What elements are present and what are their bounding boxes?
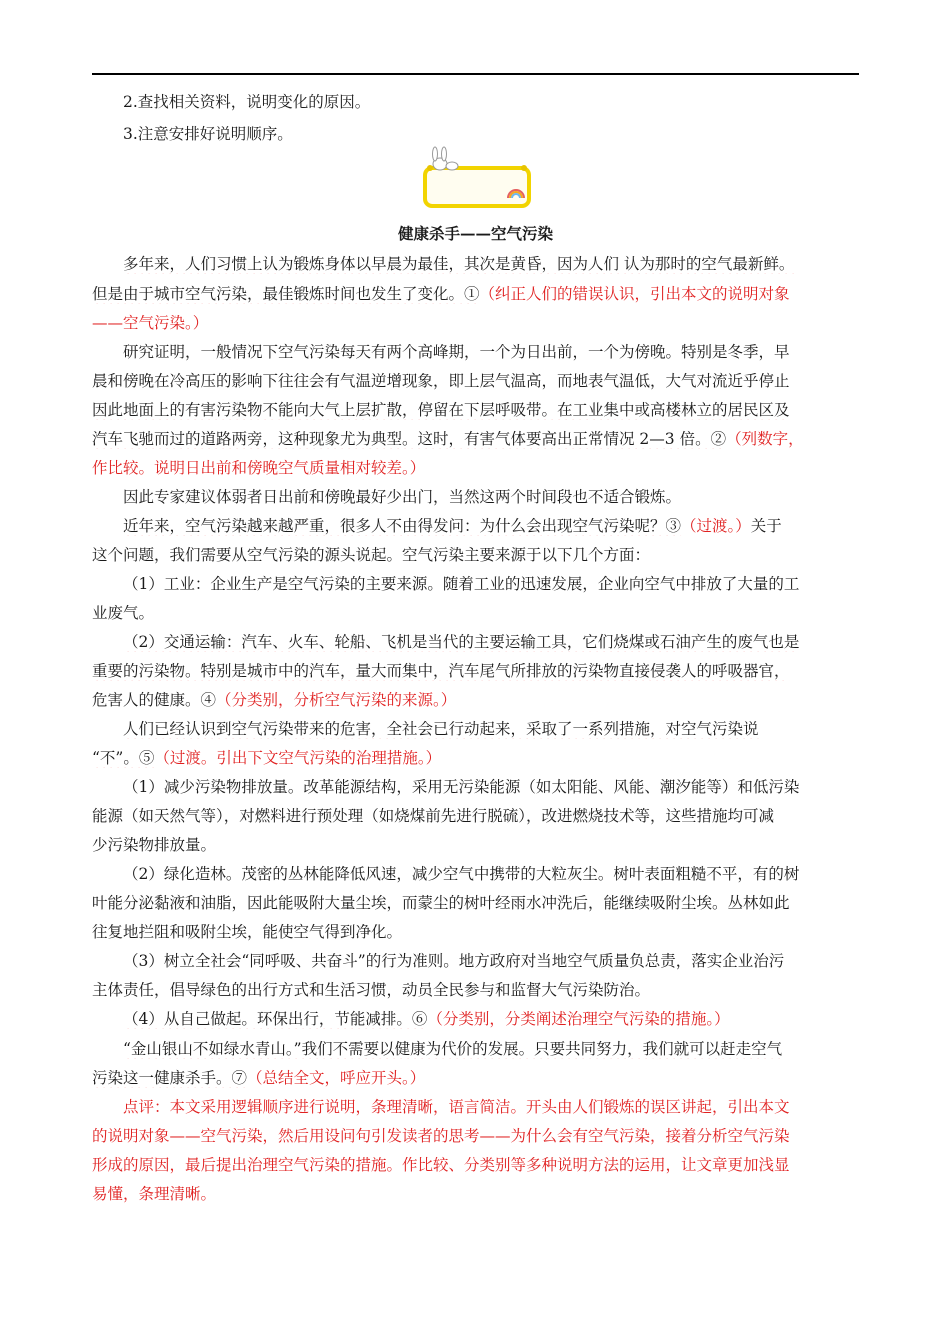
instruction-2: 2.查找相关资料，说明变化的原因。 — [123, 93, 371, 111]
p12-line — [92, 1039, 859, 1059]
p8-line-1: （1）减少污染物排放量。改革能源结构，采用无污染能源（如太阳能、风能、潮汐能等）和低污染 — [123, 778, 800, 796]
instruction-3: 3.注意安排好说明顺序。 — [123, 125, 293, 143]
p4-line-1-tail: 关于 — [750, 517, 782, 535]
p6-line — [92, 661, 859, 681]
p12-line — [92, 1068, 859, 1088]
p7-line-1: 人们已经认识到空气污染带来的危害，全社会已行动起来，采取了一系列措施，对空气污染说 — [123, 720, 759, 738]
p3-line: 因此专家建议体弱者日出前和傍晚最好少出门，当然这两个时间段也不适合锻炼。 — [123, 488, 682, 506]
p5-line-1: （1）工业：企业生产是空气污染的主要来源。随着工业的迅速发展，企业向空气中排放了大量的工 — [123, 575, 800, 593]
p7-line-2: “不”。⑤ — [92, 749, 155, 767]
p9-line-2: 叶能分泌黏液和油脂，因此能吸附大量尘埃，而蒙尘的树叶经雨水冲洗后，能继续吸附尘埃。丛林如此 — [92, 894, 790, 912]
annotation-2: （列数字， — [726, 430, 804, 448]
p8-line-3: 少污染物排放量。 — [92, 836, 217, 854]
p2-line-3: 因此地面上的有害污染物不能向大气上层扩散，停留在下层呼吸带。在工业集中或高楼林立的居民区及 — [92, 401, 790, 419]
comment-line-2: 的说明对象——空气污染，然后用设问句引发读者的思考——为什么会有空气污染，接着分析空气污染 — [92, 1127, 790, 1145]
document-page — [92, 0, 859, 1344]
p7-line — [92, 719, 859, 739]
p11-line-1: （4）从自己做起。环保出行，节能减排。⑥ — [123, 1010, 428, 1028]
comment-line-1: 点评：本文采用逻辑顺序进行说明，条理清晰，语言简洁。开头由人们锻炼的误区讲起，引出本文 — [123, 1098, 790, 1116]
p12-line-1: “金山银山不如绿水青山。”我们不需要以健康为代价的发展。只要共同努力，我们就可以赶走空气 — [123, 1040, 783, 1058]
p1-line — [92, 254, 859, 274]
p9-line-1: （2）绿化造林。茂密的丛林能降低风速，减少空气中携带的大粒灰尘。树叶表面粗糙不平，有的树 — [123, 865, 800, 883]
article-title: 健康杀手——空气污染 — [397, 224, 553, 243]
header-rule — [92, 73, 859, 75]
p6-line-2: 重要的污染物。特别是城市中的汽车，量大而集中，汽车尾气所排放的污染物直接侵袭人的呼吸器官， — [92, 662, 790, 680]
p1-line-2: 但是由于城市空气污染，最佳锻炼时间也发生了变化。① — [92, 285, 480, 303]
p12-line-2: 污染这一健康杀手。⑦ — [92, 1069, 248, 1087]
p5-line-2: 业废气。 — [92, 604, 155, 622]
annotation-2-cont: 作比较。说明日出前和傍晚空气质量相对较差。） — [92, 459, 426, 477]
annotation-3: （过渡。） — [681, 517, 751, 535]
p2-line: 研究证明，一般情况下空气污染每天有两个高峰期，一个为日出前，一个为傍晚。特别是冬季，早 — [123, 343, 790, 361]
p4-line — [92, 516, 859, 536]
p10-line-2: 主体责任，倡导绿色的出行方式和生活习惯，动员全民参与和监督大气污染防治。 — [92, 981, 651, 999]
annotation-1-cont: ——空气污染。） — [92, 314, 209, 332]
p6-line — [92, 632, 859, 652]
annotation-1: （纠正人们的错误认识，引出本文的说明对象 — [479, 285, 790, 303]
p2-line: 晨和傍晚在冷高压的影响下往往会有气温逆增现象，即上层气温高，而地表气温低，大气对流近乎停止 — [92, 372, 790, 390]
p4-line-1: 近年来，空气污染越来越严重，很多人不由得发问：为什么会出现空气污染呢？③ — [123, 517, 682, 535]
comment-line-3: 形成的原因，最后提出治理空气污染的措施。作比较、分类别等多种说明方法的运用，让文章更加浅显 — [92, 1156, 790, 1174]
annotation-6: （分类别，分类阐述治理空气污染的措施。） — [427, 1010, 730, 1028]
p2-line — [92, 429, 859, 449]
p10-line-1: （3）树立全社会“同呼吸、共奋斗”的行为准则。地方政府对当地空气质量负总责，落实企业治污 — [123, 952, 785, 970]
p6-line — [92, 690, 859, 710]
p8-line-2: 能源（如天然气等），对燃料进行预处理（如烧煤前先进行脱硫），改进燃烧技术等，这些措施均可减 — [92, 807, 775, 825]
annotation-7: （总结全文，呼应开头。） — [247, 1069, 426, 1087]
comment-line-4: 易懂，条理清晰。 — [92, 1185, 217, 1203]
p11-line — [92, 1009, 859, 1029]
p6-line-1: （2）交通运输：汽车、火车、轮船、飞机是当代的主要运输工具，它们烧煤或石油产生的废气也是 — [123, 633, 800, 651]
p1-line — [92, 284, 859, 304]
p6-line-3: 危害人的健康。④ — [92, 691, 217, 709]
p7-line — [92, 748, 859, 768]
annotation-5: （过渡。引出下文空气污染的治理措施。） — [154, 749, 442, 767]
decorative-frame-icon — [422, 146, 532, 210]
p1-line-1: 多年来，人们习惯上认为锻炼身体以早晨为最佳，其次是黄昏，因为人们 认为那时的空气最新鲜。 — [123, 255, 795, 273]
p2-line — [92, 400, 859, 420]
p9-line-3: 往复地拦阻和吸附尘埃，能使空气得到净化。 — [92, 923, 403, 941]
p4-line-2: 这个问题，我们需要从空气污染的源头说起。空气污染主要来源于以下几个方面： — [92, 546, 651, 564]
annotation-4: （分类别，分析空气污染的来源。） — [216, 691, 457, 709]
p2-line-4: 汽车飞驰而过的道路两旁，这种现象尤为典型。这时，有害气体要高出正常情况 2—3 倍。② — [92, 430, 727, 448]
